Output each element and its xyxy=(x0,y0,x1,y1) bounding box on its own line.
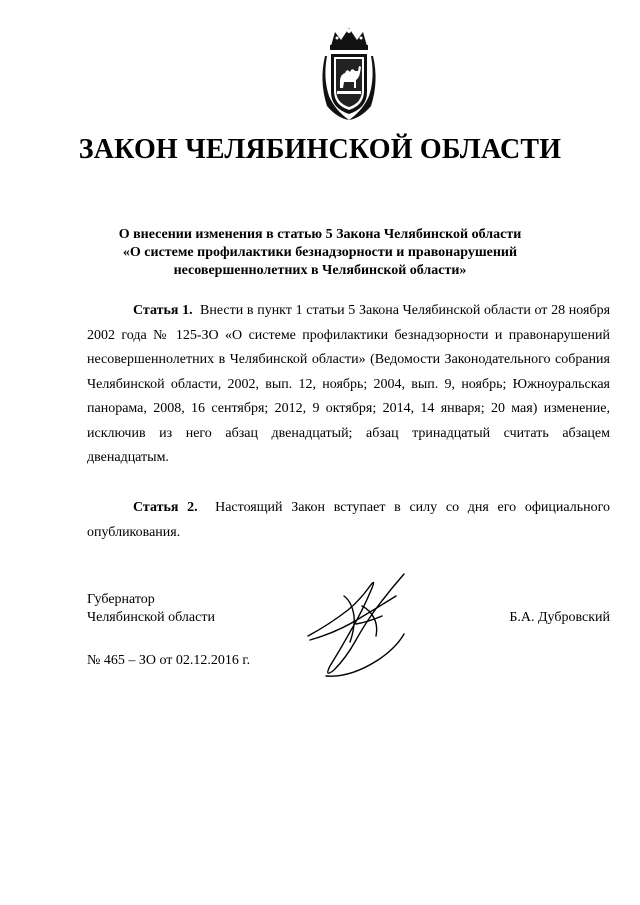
subject-line-2: «О системе профилактики безнадзорности и правонарушений xyxy=(122,245,518,260)
article-2-label: Статья 2. xyxy=(133,500,198,515)
signer-position xyxy=(87,591,215,627)
article-1-label: Статья 1. xyxy=(133,303,193,318)
signer-position-line-2: Челябинской области xyxy=(87,610,215,625)
handwritten-signature xyxy=(300,566,416,684)
signer-position-line-1: Губернатор xyxy=(87,592,155,607)
law-subject xyxy=(60,226,580,280)
law-number: № 465 – ЗО от 02.12.2016 г. xyxy=(87,653,251,668)
article-1-text: Внести в пункт 1 статьи 5 Закона Челябинской области от 28 ноября 2002 года № 125-ЗО «О системе профилактики безнадзорности и правонарушений несовершеннолетних в Челябинской области» (Ведомости Законодательного собрания Челябинской области, 2002, вып. 12, ноябрь; 2004, вып. 9, ноябрь; Южноуральская панорама, 2008, 16 сентября; 2012, 9 октября; 2014, 14 января; 20 мая) изменение, исключив из него абзац двенадцатый; абзац тринадцатый считать абзацем двенадцатым. xyxy=(87,303,611,465)
subject-line-1: О внесении изменения в статью 5 Закона Челябинской области xyxy=(118,227,522,242)
coat-of-arms-icon xyxy=(317,26,381,124)
article-1 xyxy=(87,299,610,471)
article-2-text: Настоящий Закон вступает в силу со дня его официального опубликования. xyxy=(87,500,610,540)
article-2 xyxy=(87,496,610,545)
document-title: ЗАКОН ЧЕЛЯБИНСКОЙ ОБЛАСТИ xyxy=(78,134,562,165)
signer-name: Б.А. Дубровский xyxy=(509,610,610,625)
subject-line-3: несовершеннолетних в Челябинской области» xyxy=(173,263,467,278)
